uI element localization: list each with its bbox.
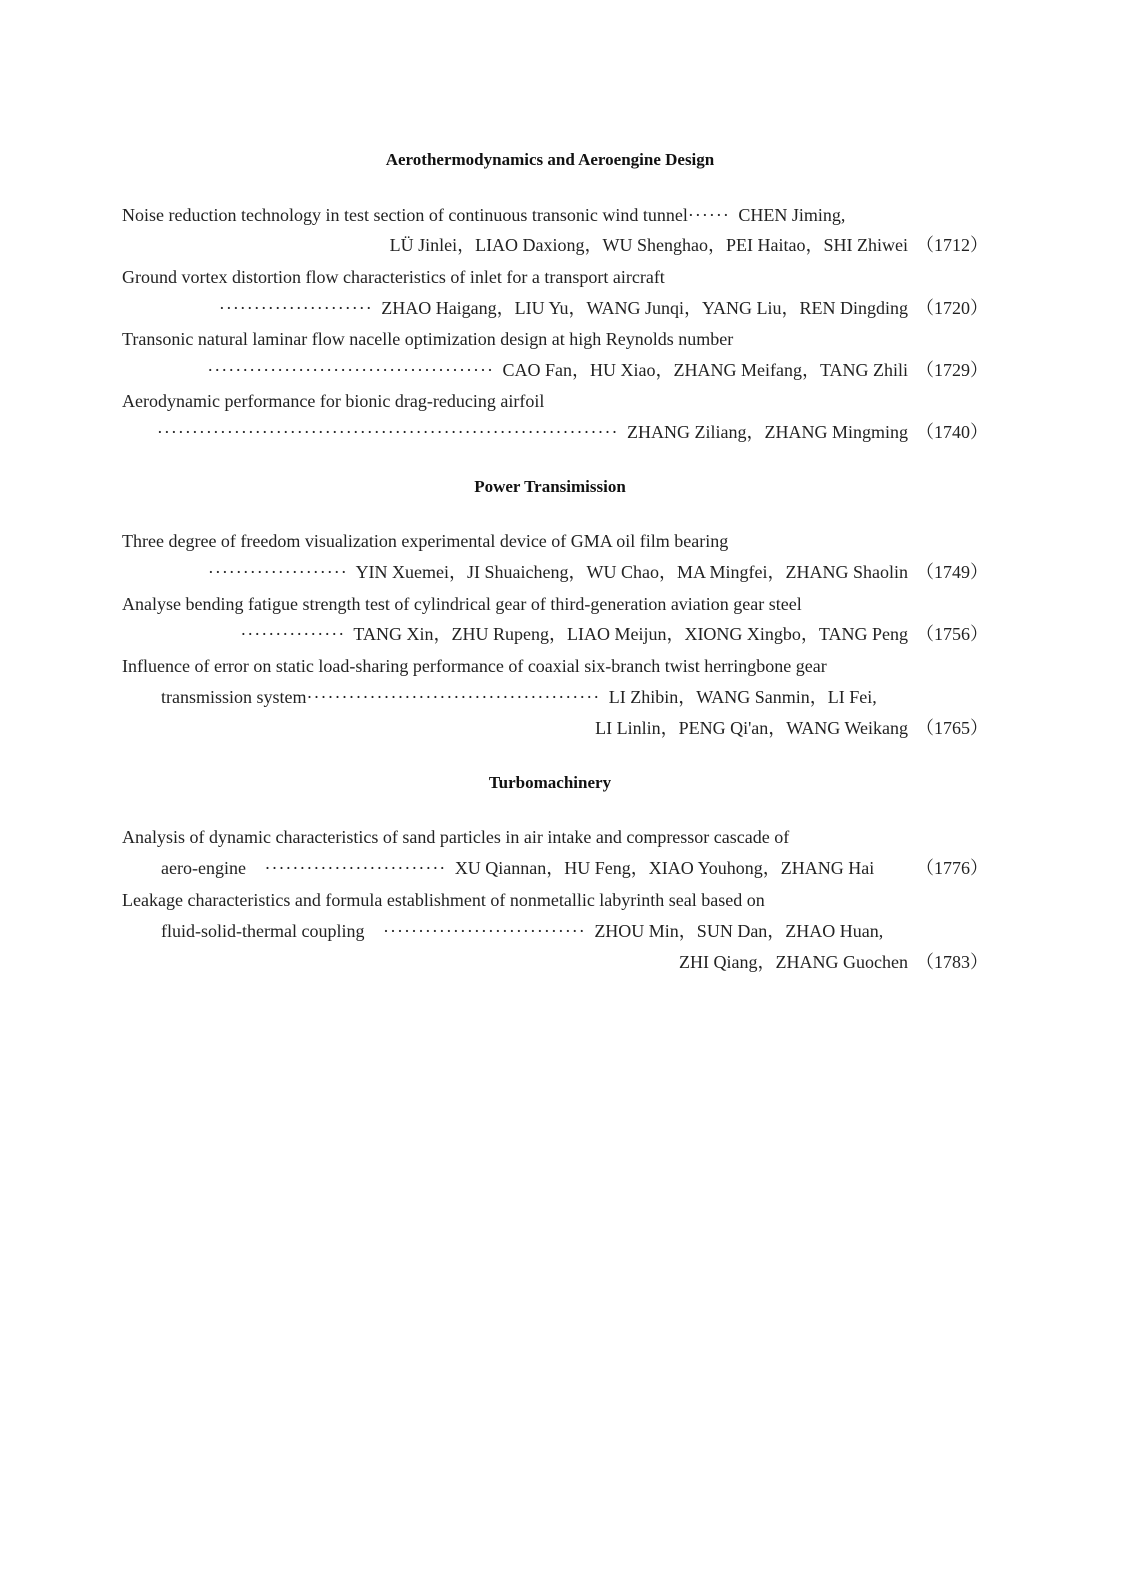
entry-page-number: （1776） <box>916 858 988 878</box>
entry-page-number: （1749） <box>916 562 988 582</box>
entry-title: Analyse bending fatigue strength test of cylindrical gear of third-generation aviation gear steel <box>122 594 802 614</box>
entry-page-number: （1783） <box>916 952 988 972</box>
entry-title: Leakage characteristics and formula establishment of nonmetallic labyrinth seal based on <box>122 890 765 910</box>
entry-authors: YIN Xuemei，JI Shuaicheng，WU Chao，MA Mingfei，ZHANG Shaolin <box>355 562 908 582</box>
leader-dots: ········································· <box>207 360 494 380</box>
leader-dots: ····························· <box>382 921 586 941</box>
leader-dots: ·························· <box>264 858 447 878</box>
entry-title: Noise reduction technology in test section of continuous transonic wind tunnel <box>122 205 688 225</box>
entry-title-continued: aero-engine <box>161 858 246 878</box>
entry-authors: ZHAO Haigang，LIU Yu，WANG Junqi，YANG Liu，REN Dingding <box>381 298 908 318</box>
leader-dots: ···················· <box>207 562 348 582</box>
leader-dots: ······················ <box>218 298 373 318</box>
entry-authors: ZHOU Min，SUN Dan，ZHAO Huan, <box>594 921 884 941</box>
entry-authors: CAO Fan，HU Xiao，ZHANG Meifang，TANG Zhili <box>502 360 908 380</box>
entry-title: Analysis of dynamic characteristics of sand particles in air intake and compressor cascade of <box>122 827 790 847</box>
entry-title: Aerodynamic performance for bionic drag-reducing airfoil <box>122 391 545 411</box>
entry-authors: LI Linlin，PENG Qi'an，WANG Weikang <box>595 718 908 738</box>
entry-title-continued: transmission system <box>161 687 307 707</box>
entry-authors: CHEN Jiming, <box>738 205 846 225</box>
entry-authors: XU Qiannan，HU Feng，XIAO Youhong，ZHANG Hai <box>454 858 875 878</box>
entry-title-continued: fluid-solid-thermal coupling <box>161 921 365 941</box>
leader-dots: ·········································· <box>306 687 601 707</box>
entry-authors: ZHANG Ziliang，ZHANG Mingming <box>627 422 908 442</box>
entry-title: Ground vortex distortion flow characteristics of inlet for a transport aircraft <box>122 267 665 287</box>
entry-page-number: （1765） <box>916 718 988 738</box>
entry-title: Transonic natural laminar flow nacelle optimization design at high Reynolds number <box>122 329 734 349</box>
entry-authors: ZHI Qiang，ZHANG Guochen <box>679 952 908 972</box>
entry-page-number: （1756） <box>916 624 988 644</box>
leader-dots: ······ <box>687 205 730 225</box>
section-title-turbomachinery: Turbomachinery <box>488 773 612 792</box>
entry-authors: TANG Xin，ZHU Rupeng，LIAO Meijun，XIONG Xingbo，TANG Peng <box>353 624 908 644</box>
section-title-power-transmission: Power Transimission <box>474 477 626 496</box>
section-title-aerothermodynamics: Aerothermodynamics and Aeroengine Design <box>385 150 715 169</box>
entry-page-number: （1729） <box>916 360 988 380</box>
leader-dots: ··············· <box>240 624 346 644</box>
leader-dots: ·································································· <box>156 422 619 442</box>
entry-page-number: （1720） <box>916 298 988 318</box>
entry-page-number: （1712） <box>916 235 988 255</box>
entry-title: Three degree of freedom visualization experimental device of GMA oil film bearing <box>122 531 729 551</box>
entry-title: Influence of error on static load-sharing performance of coaxial six-branch twist herringbone gear <box>122 656 827 676</box>
entry-page-number: （1740） <box>916 422 988 442</box>
entry-authors: LI Zhibin，WANG Sanmin，LI Fei, <box>608 687 877 707</box>
entry-authors: LÜ Jinlei，LIAO Daxiong，WU Shenghao，PEI Haitao，SHI Zhiwei <box>389 235 908 255</box>
